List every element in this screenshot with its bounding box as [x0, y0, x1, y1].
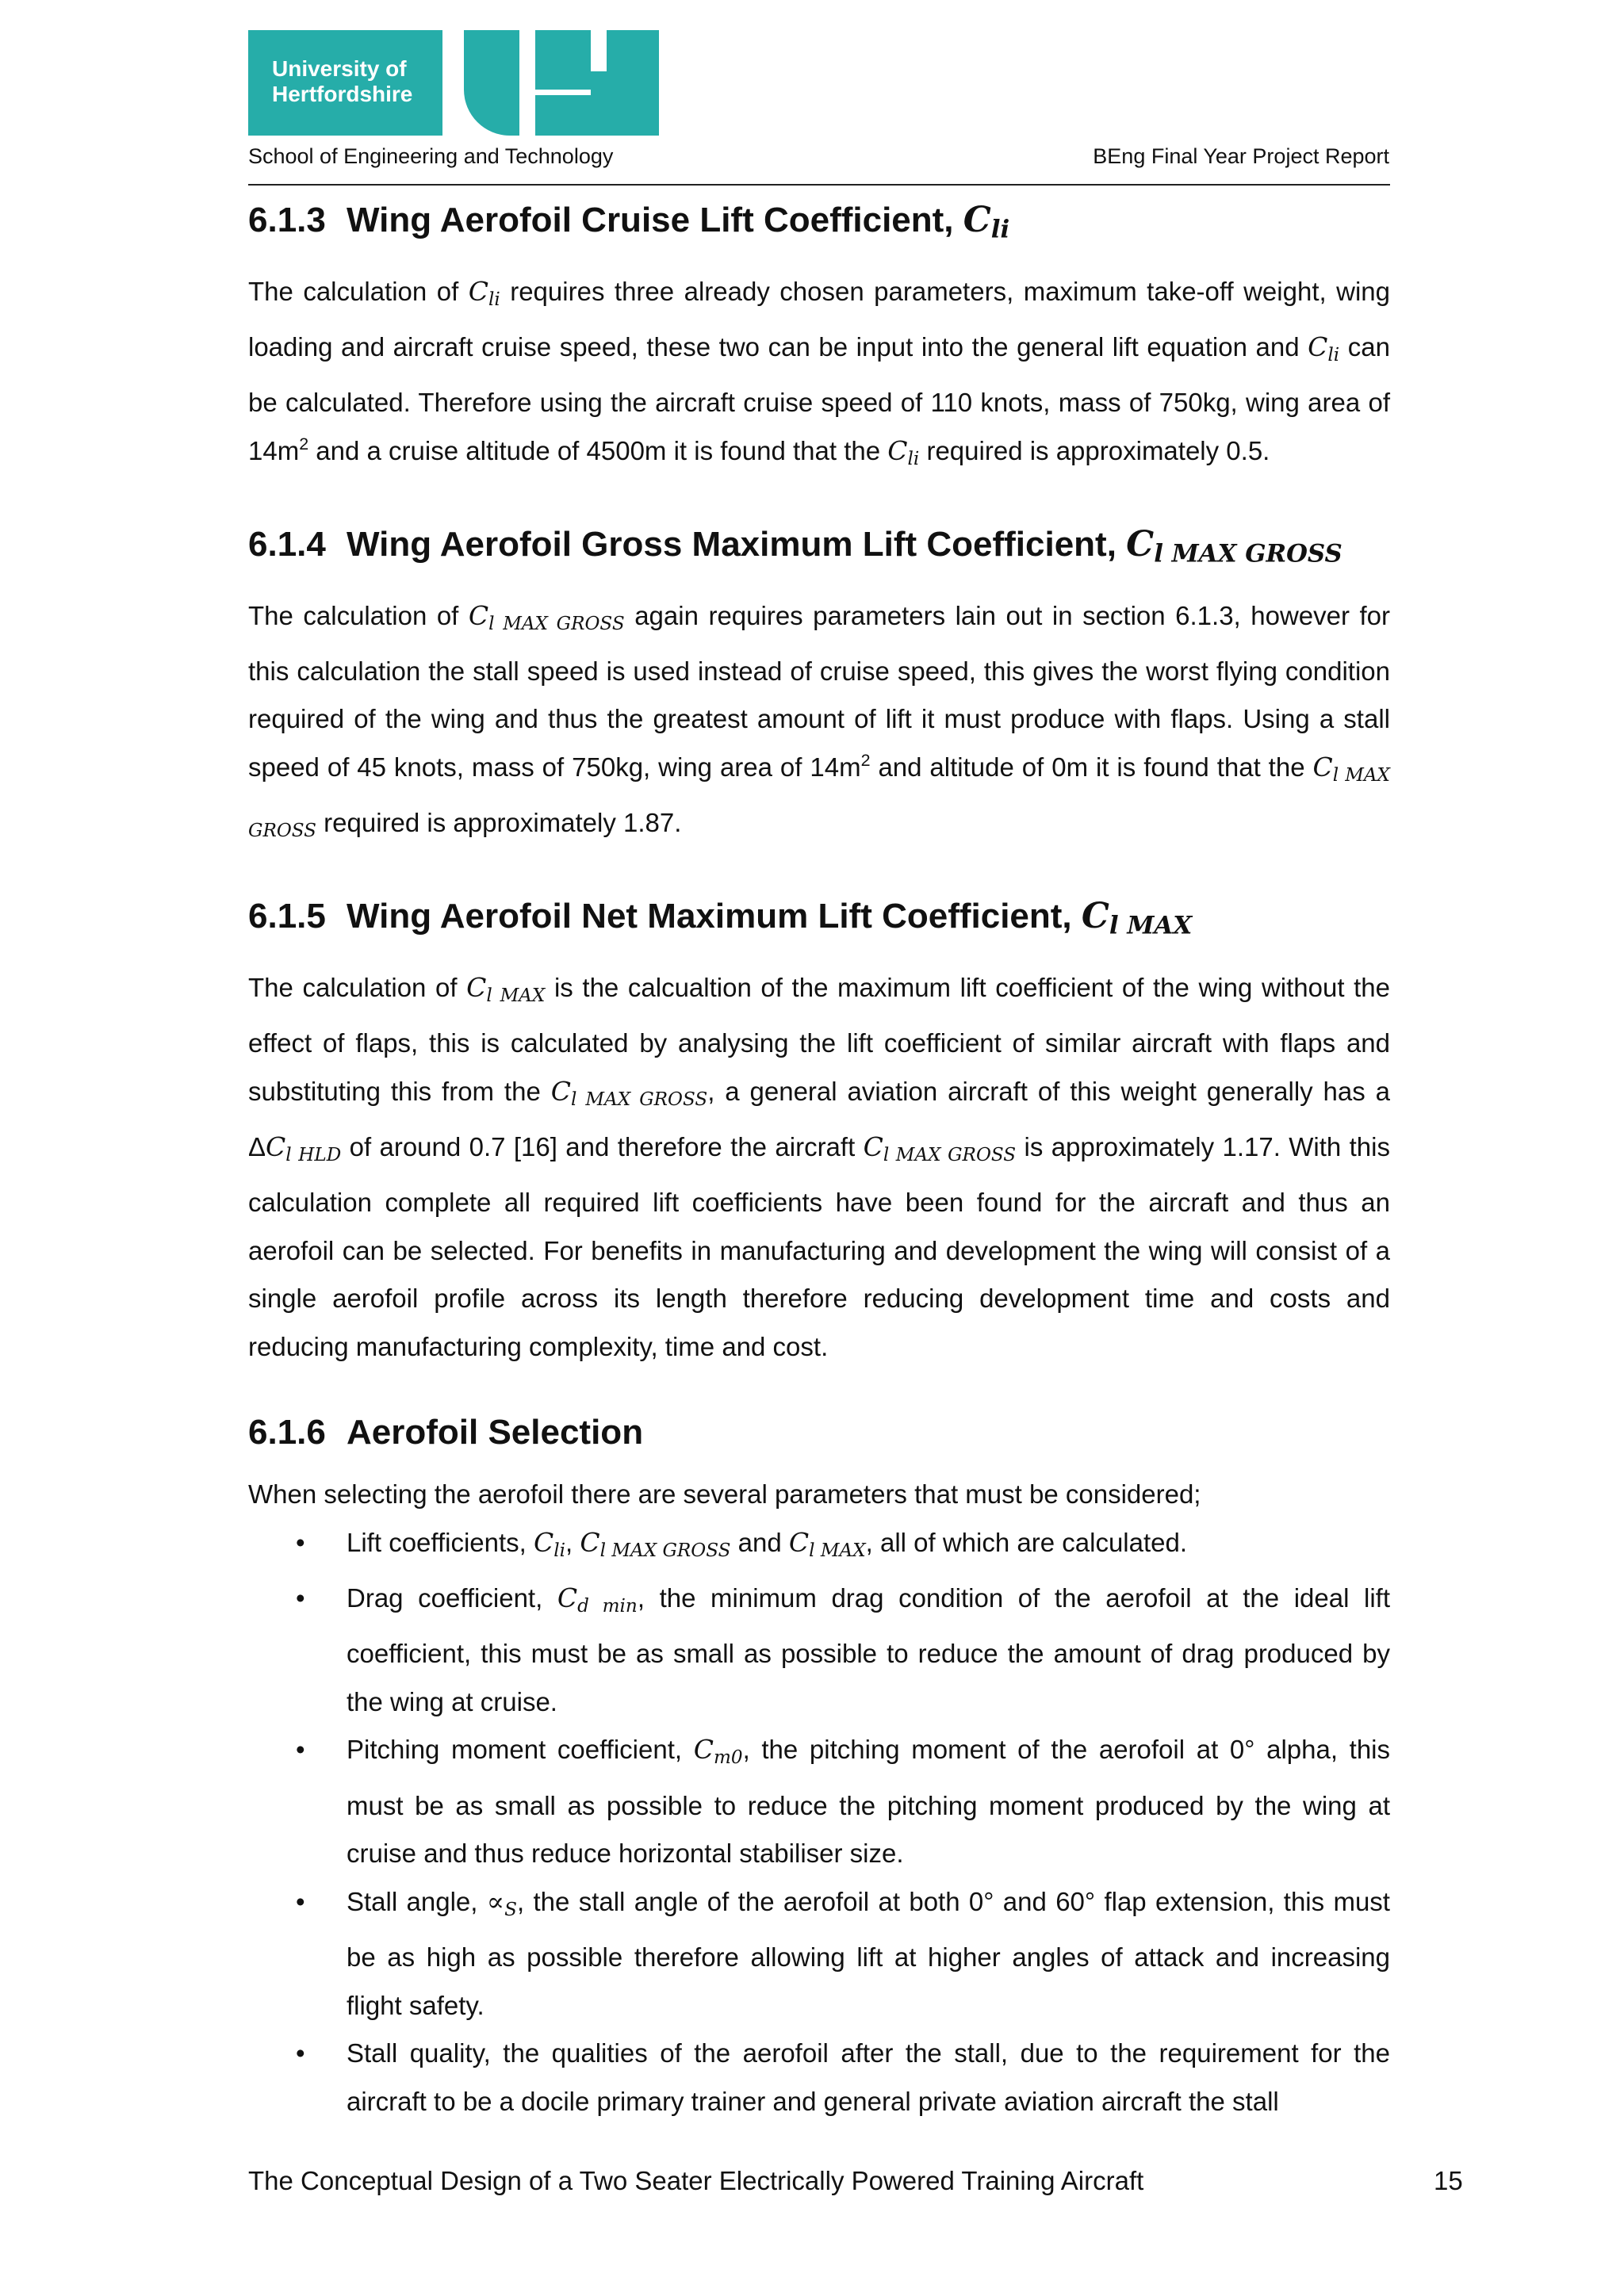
list-item: • Lift coefficients, $C_{li}$, $C_{l MAX GROSS}$ and $C_{l MAX}$, all of which are calculated. [248, 1519, 1390, 1575]
section-heading-6-1-6: 6.1.6 Aerofoil Selection [248, 1413, 644, 1452]
school-name: School of Engineering and Technology [248, 144, 614, 168]
symbol-clmaxgross: $C_{l MAX GROSS}$ [1126, 523, 1342, 568]
paragraph-6-1-5: The calculation of $C_{l MAX}$ is the calcualtion of the maximum lift coefficient of the wing without the effect of flaps, this is calculated by analysing the lift coefficient of similar aircraft with flaps and substituting this from the $C_{l MAX GROSS}$, a general aviation aircraft of this weight generally has a $\Delta C_{l HLD}$ of around 0.7 [16] and therefore the aircraft $C_{l MAX GROSS}$ is approximately 1.17. With this calculation complete all required lift coefficients have been found for the aircraft and thus an aerofoil can be selected. For benefits in manufacturing and development the wing will consist of a single aerofoil profile across its length therefore reducing development time and costs and reducing manufacturing complexity, time and cost. [248, 972, 1390, 1361]
footer-title: The Conceptual Design of a Two Seater Electrically Powered Training Aircraft [248, 2166, 1144, 2195]
list-item: • Stall quality, the qualities of the aerofoil after the stall, due to the requirement for the aircraft to be a docile primary trainer and general private aviation aircraft the stall [248, 2030, 1390, 2126]
logo-text-line2: Hertfordshire [272, 82, 413, 106]
symbol-cli: $C_{li}$ [963, 200, 1010, 244]
paragraph-6-1-6-intro: When selecting the aerofoil there are several parameters that must be considered; [248, 1479, 1201, 1510]
list-item: • Pitching moment coefficient, $C_{m0}$, the pitching moment of the aerofoil at 0° alpha, this must be as small as possible to reduce the pitching moment produced by the wing at cruise and thus reduce horizontal stabiliser size. [248, 1726, 1390, 1877]
section-heading-6-1-3: 6.1.3 Wing Aerofoil Cruise Lift Coefficient, $C_{li}$ [248, 200, 1010, 244]
header-divider [248, 184, 1390, 186]
page-content [248, 197, 1390, 2126]
list-item: • Stall angle, $\propto_S$, the stall angle of the aerofoil at both 0° and 60° flap extension, this must be as high as possible therefore allowing lift at higher angles of attack and increasing flight safety. [248, 1878, 1390, 2030]
section-heading-6-1-4: 6.1.4 Wing Aerofoil Gross Maximum Lift Coefficient, $C_{l MAX GROSS}$ [248, 523, 1342, 568]
page-number: 15 [1434, 2166, 1463, 2195]
university-logo [248, 30, 659, 136]
paragraph-6-1-3: The calculation of $C_{li}$ requires three already chosen parameters, maximum take-off weight, wing loading and aircraft cruise speed, these two can be input into the general lift equation and $C_{li}$ can be calculated. Therefore using the aircraft cruise speed of 110 knots, mass of 750kg, wing area of $14m^2$ and a cruise altitude of 4500m it is found that the $C_{li}$ required is approximately 0.5. [248, 275, 1390, 469]
report-type: BEng Final Year Project Report [1093, 144, 1389, 168]
symbol-clmax: $C_{l MAX}$ [1081, 896, 1193, 941]
list-item: • Drag coefficient, $C_{d min}$, the minimum drag condition of the aerofoil at the ideal lift coefficient, this must be as small as possible to reduce the amount of drag produced by the wing at cruise. [248, 1575, 1390, 1726]
selection-criteria-list [248, 1519, 1390, 2126]
paragraph-6-1-4: The calculation of $C_{l MAX GROSS}$ again requires parameters lain out in section 6.1.3, however for this calculation the stall speed is used instead of cruise speed, this gives the worst flying condition required of the wing and thus the greatest amount of lift it must produce with flaps. Using a stall speed of 45 knots, mass of 750kg, wing area of $14m^2$ and altitude of 0m it is found that the $C_{l MAX GROSS}$ required is approximately 1.87. [248, 599, 1390, 841]
section-heading-6-1-5: 6.1.5 Wing Aerofoil Net Maximum Lift Coefficient, $C_{l MAX}$ [248, 896, 1193, 941]
logo-text-line1: University of [272, 56, 407, 81]
